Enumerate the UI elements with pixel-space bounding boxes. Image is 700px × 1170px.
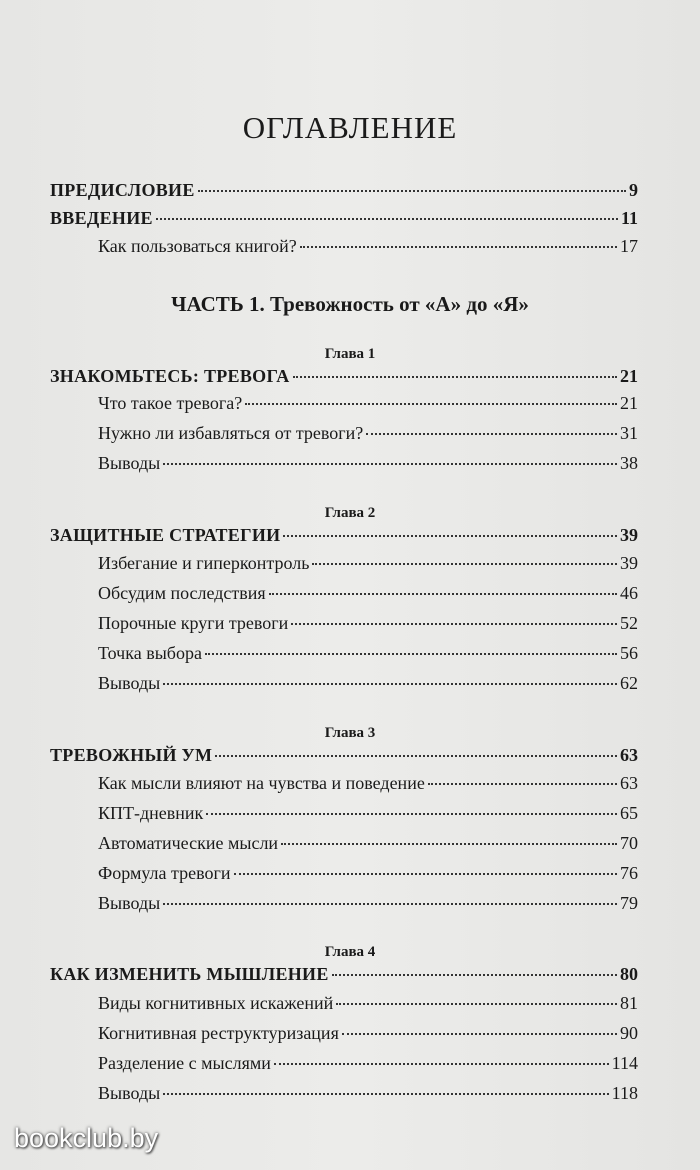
toc-entry [98,673,638,701]
leader-dots [283,535,617,537]
toc-entry-label: Выводы [98,1083,161,1103]
toc-entry-label: Выводы [98,673,161,693]
toc-entry-label: Избегание и гиперконтроль [98,553,310,573]
toc-entry-page: 11 [620,208,638,228]
leader-dots [198,190,626,192]
leader-dots [163,683,617,685]
toc-entry-page: 63 [620,745,638,765]
chapter-heading: Глава 3 [324,725,376,741]
toc-entry-page: 52 [620,613,638,633]
leader-dots [342,1033,617,1035]
leader-dots [156,218,618,220]
toc-entry-label: Нужно ли избавляться от тревоги? [98,423,364,443]
toc-entry-page: 21 [620,393,638,413]
toc-entry-page: 81 [620,993,638,1013]
toc-entry-label: КАК ИЗМЕНИТЬ МЫШЛЕНИЕ [50,964,329,984]
leader-dots [300,246,617,248]
toc-entry-label: ВВЕДЕНИЕ [50,208,153,228]
part-heading: ЧАСТЬ 1. Тревожность от «А» до «Я» [171,292,529,316]
toc-entry-label: КПТ-дневник [98,803,204,823]
toc-entry-page: 80 [620,964,638,984]
toc-entry [98,1053,638,1081]
toc-entry-page: 39 [620,525,638,545]
chapter-heading: Глава 2 [324,505,376,521]
toc-entry-page: 70 [620,833,638,853]
leader-dots [274,1063,609,1065]
toc-entry [98,583,638,611]
toc-entry-label: Когнитивная реструктуризация [98,1023,339,1043]
toc-entry [98,1083,638,1111]
toc-entry-label: Разделение с мыслями [98,1053,271,1073]
toc-entry [98,643,638,671]
toc-entry-page: 56 [620,643,638,663]
leader-dots [293,376,617,378]
toc-entry-how-to-use [98,236,638,264]
leader-dots [332,974,617,976]
toc-entry [98,993,638,1021]
leader-dots [428,783,617,785]
leader-dots [163,463,617,465]
chapter-heading: Глава 1 [324,346,376,362]
leader-dots [281,843,617,845]
toc-entry [98,393,638,421]
toc-entry-label: ТРЕВОЖНЫЙ УМ [50,745,213,765]
leader-dots [206,813,617,815]
chapter-title-row [50,964,638,992]
leader-dots [205,653,617,655]
toc-entry-page: 38 [620,453,638,473]
chapter-title-row [50,745,638,773]
chapter-title-row [50,525,638,553]
toc-entry-label: Точка выбора [98,643,202,663]
toc-entry-label: Как мысли влияют на чувства и поведение [98,773,425,793]
leader-dots [291,623,617,625]
toc-entry-label: ЗАЩИТНЫЕ СТРАТЕГИИ [50,525,281,545]
toc-entry-label: Виды когнитивных искажений [98,993,334,1013]
toc-entry-page: 21 [620,366,638,386]
toc-entry-page: 114 [611,1053,638,1073]
toc-entry-label: Выводы [98,453,161,473]
toc-entry [98,833,638,861]
page-title: ОГЛАВЛЕНИЕ [242,110,458,145]
toc-entry [98,423,638,451]
toc-entry [98,453,638,481]
toc-entry-label: Формула тревоги [98,863,231,883]
toc-entry-label: Что такое тревога? [98,393,243,413]
leader-dots [215,755,617,757]
toc-entry-label: Выводы [98,893,161,913]
leader-dots [234,873,618,875]
toc-entry-page: 17 [620,236,638,256]
toc-entry-page: 65 [620,803,638,823]
toc-entry [98,1023,638,1051]
leader-dots [245,403,617,405]
toc-entry-page: 39 [620,553,638,573]
leader-dots [366,433,617,435]
toc-entry-page: 90 [620,1023,638,1043]
toc-entry [98,613,638,641]
toc-entry [98,893,638,921]
leader-dots [336,1003,617,1005]
leader-dots [312,563,617,565]
toc-entry [98,863,638,891]
toc-entry-page: 118 [611,1083,638,1103]
toc-entry [98,773,638,801]
toc-entry [98,553,638,581]
toc-entry-label: Автоматические мысли [98,833,279,853]
toc-entry-preface [50,180,638,208]
toc-entry-page: 9 [629,180,638,200]
toc-entry-introduction [50,208,638,236]
toc-entry-label: ПРЕДИСЛОВИЕ [50,180,195,200]
toc-entry-label: Обсудим последствия [98,583,266,603]
toc-entry-label: ЗНАКОМЬТЕСЬ: ТРЕВОГА [50,366,290,386]
chapter-heading: Глава 4 [324,944,376,960]
toc-entry-page: 62 [620,673,638,693]
leader-dots [163,1093,608,1095]
leader-dots [269,593,617,595]
toc-entry-page: 63 [620,773,638,793]
toc-entry-page: 31 [620,423,638,443]
toc-entry [98,803,638,831]
chapter-title-row [50,366,638,394]
toc-entry-label: Как пользоваться книгой? [98,236,297,256]
watermark-logo: bookclub.by [14,1123,159,1153]
leader-dots [163,903,617,905]
toc-entry-label: Порочные круги тревоги [98,613,289,633]
toc-entry-page: 76 [620,863,638,883]
toc-entry-page: 46 [620,583,638,603]
toc-entry-page: 79 [620,893,638,913]
